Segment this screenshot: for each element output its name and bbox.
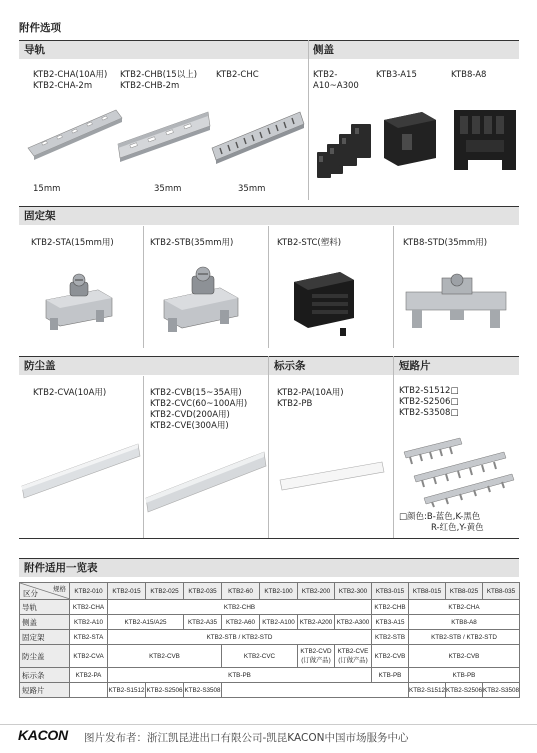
table-cell: [70, 683, 108, 698]
column-header: KTB8-015: [409, 583, 446, 600]
column-header: KTB2-300: [335, 583, 372, 600]
table-cell: KTB2-CVB: [372, 645, 409, 668]
table-cell: KTB2-S1512: [409, 683, 446, 698]
row-label: 标示条: [20, 668, 70, 683]
kacon-logo: KACON: [18, 727, 68, 743]
column-header: KTB2-60: [222, 583, 260, 600]
table-cell: KTB2-A100: [260, 615, 298, 630]
product-sta-label: KTB2-STA(15mm用): [31, 238, 114, 248]
table-row-jumper: [20, 683, 520, 698]
product-stb-label: KTB2-STB(35mm用): [150, 238, 234, 248]
row-label: 固定架: [20, 630, 70, 645]
table-cell: KTB2-CHB: [108, 600, 372, 615]
dim-cha: 15mm: [33, 184, 61, 194]
dust-cover-cva-image: [20, 440, 142, 502]
table-cell: KTB2-A35: [184, 615, 222, 630]
row-label: 导轨: [20, 600, 70, 615]
table-cell: KTB2-A60: [222, 615, 260, 630]
table-cell: KTB8-A8: [409, 615, 520, 630]
table-cell: KTB2-STB / KTB2-STD: [108, 630, 372, 645]
column-header: KTB2-035: [184, 583, 222, 600]
table-cell: KTB-PB: [108, 668, 372, 683]
table-cell: [222, 683, 409, 698]
table-cell: KTB2-CHB: [372, 600, 409, 615]
table-cell: KTB2-A15/A25: [108, 615, 184, 630]
table-cell: KTB2-A200: [298, 615, 335, 630]
product-cha-label: KTB2-CHA(10A用) KTB2-CHA-2m: [33, 70, 108, 91]
product-chb-label: KTB2-CHB(15以上) KTB2-CHB-2m: [120, 70, 198, 91]
section-header-jumper: [394, 356, 519, 375]
table-cell: KTB2-S3508: [483, 683, 520, 698]
marker-strip-image: [278, 458, 388, 494]
dim-chc: 35mm: [238, 184, 266, 194]
section-header-dust-cover: [19, 356, 269, 375]
table-cell: KTB2-S3508: [184, 683, 222, 698]
section-title-marker: 标示条: [274, 360, 306, 372]
table-cell: KTB2-CVB: [409, 645, 520, 668]
column-header: KTB3-015: [372, 583, 409, 600]
page-title: 附件选项: [19, 22, 61, 34]
product-chc-label: KTB2-CHC: [216, 70, 259, 80]
column-header: KTB2-010: [70, 583, 108, 600]
column-header: KTB2-015: [108, 583, 146, 600]
table-cell: KTB2-CHA: [70, 600, 108, 615]
din-rail-cha-image: [24, 104, 124, 164]
table-cell: KTB2-A300: [335, 615, 372, 630]
din-rail-chb-image: [116, 108, 212, 164]
table-cell: KTB-PB: [409, 668, 520, 683]
column-header: KTB2-100: [260, 583, 298, 600]
table-row-marker: [20, 668, 520, 683]
section-header-side-cover: [308, 40, 519, 59]
table-cell: KTB2-CVD (订做产品): [298, 645, 335, 668]
bracket-stb-image: [158, 264, 246, 340]
side-cover-a15-image: [378, 108, 442, 170]
section-header-rail: [19, 40, 308, 59]
table-title: 附件适用一览表: [24, 562, 98, 574]
column-header: KTB8-035: [483, 583, 520, 600]
bracket-stc-image: [288, 266, 360, 338]
product-a10-label: KTB2- A10~A300: [313, 70, 359, 91]
section-title-jumper: 短路片: [399, 360, 431, 372]
jumper-bars-image: [400, 430, 518, 508]
table-row-bracket: [20, 630, 520, 645]
table-cell: KTB2-STB / KTB2-STD: [409, 630, 520, 645]
table-corner-cell: 规格 区分: [20, 583, 70, 600]
product-s-label: KTB2-S1512□ KTB2-S2506□ KTB2-S3508□: [399, 386, 459, 418]
table-cell: KTB-PB: [372, 668, 409, 683]
compatibility-table: [19, 582, 520, 698]
product-a8-label: KTB8-A8: [451, 70, 487, 80]
table-header-row: [20, 583, 520, 600]
table-cell: KTB2-S2506: [446, 683, 483, 698]
table-cell: KTB2-CHA: [409, 600, 520, 615]
table-cell: KTB2-S2506: [146, 683, 184, 698]
product-a15-label: KTB3-A15: [376, 70, 417, 80]
table-cell: KTB2-CVA: [70, 645, 108, 668]
product-pa-label: KTB2-PA(10A用) KTB2-PB: [277, 388, 344, 409]
section-title-dust-cover: 防尘盖: [24, 360, 56, 372]
side-cover-a8-image: [450, 104, 520, 172]
table-cell: KTB2-CVB: [108, 645, 222, 668]
table-row-rail: [20, 600, 520, 615]
table-cell: KTB2-PA: [70, 668, 108, 683]
table-cell: KTB2-CVC: [222, 645, 298, 668]
product-cva-label: KTB2-CVA(10A用): [33, 388, 107, 398]
row-label: 防尘盖: [20, 645, 70, 668]
dim-chb: 35mm: [154, 184, 182, 194]
table-cell: KTB2-STB: [372, 630, 409, 645]
section-header-bracket: [19, 206, 519, 225]
table-header: [19, 558, 519, 577]
table-cell: KTB3-A15: [372, 615, 409, 630]
din-rail-chc-image: [210, 108, 306, 166]
row-label: 侧盖: [20, 615, 70, 630]
column-header: KTB2-025: [146, 583, 184, 600]
column-header: KTB2-200: [298, 583, 335, 600]
column-header: KTB8-025: [446, 583, 483, 600]
color-note: □颜色:B-蓝色,K-黑色 R-红色,Y-黄色: [399, 512, 484, 533]
dust-cover-cvb-image: [144, 448, 268, 518]
section-title-rail: 导轨: [24, 44, 45, 56]
product-stc-label: KTB2-STC(塑料): [277, 238, 342, 248]
footer-publisher-text: 图片发布者：浙江凯昆进出口有限公司-凯昆KACON中国市场服务中心: [84, 732, 409, 744]
product-std-label: KTB8-STD(35mm用): [403, 238, 488, 248]
section-title-side-cover: 侧盖: [313, 44, 334, 56]
side-cover-a10-image: [313, 108, 375, 184]
table-cell: KTB2-CVE (订做产品): [335, 645, 372, 668]
row-label: 短路片: [20, 683, 70, 698]
table-cell: KTB2-STA: [70, 630, 108, 645]
table-row-side: [20, 615, 520, 630]
table-row-dust: [20, 645, 520, 668]
table-cell: KTB2-S1512: [108, 683, 146, 698]
section-title-bracket: 固定架: [24, 210, 56, 222]
table-cell: KTB2-A10: [70, 615, 108, 630]
bracket-std-image: [402, 270, 512, 336]
product-cvb-label: KTB2-CVB(15~35A用) KTB2-CVC(60~100A用) KTB2-CVD(200A用) KTB2-CVE(300A用): [150, 388, 248, 431]
section-header-marker: [269, 356, 394, 375]
bracket-sta-image: [40, 268, 120, 338]
